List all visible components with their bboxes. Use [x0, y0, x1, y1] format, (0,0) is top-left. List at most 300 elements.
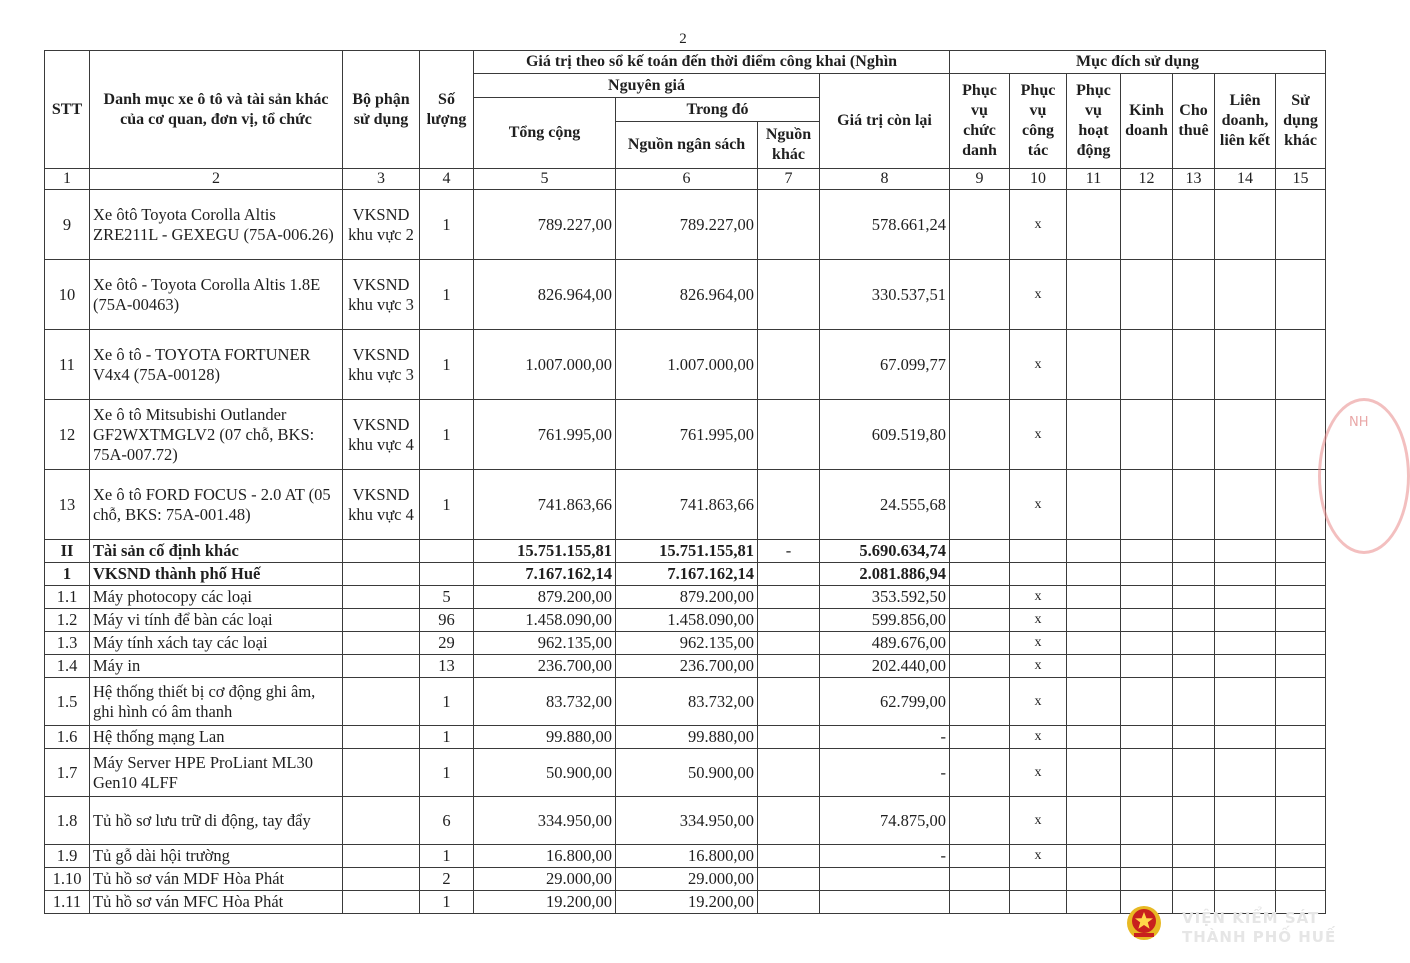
purpose-cell: x	[1010, 726, 1067, 749]
other-source-cell	[758, 749, 820, 797]
purpose-cell	[1067, 400, 1121, 470]
name-cell: Xe ô tô - TOYOTA FORTUNER V4x4 (75A-00128)	[90, 330, 343, 400]
remaining-value-cell: -	[820, 845, 950, 868]
purpose-cell	[1215, 260, 1276, 330]
remaining-value-cell: 609.519,80	[820, 400, 950, 470]
table-row	[45, 586, 1326, 609]
quantity-cell: 1	[420, 330, 474, 400]
name-cell: Hệ thống mạng Lan	[90, 726, 343, 749]
table-row	[45, 845, 1326, 868]
purpose-cell	[1173, 845, 1215, 868]
quantity-cell: 1	[420, 749, 474, 797]
name-cell: Xe ôtô - Toyota Corolla Altis 1.8E (75A-00463)	[90, 260, 343, 330]
watermark-line-1: VIỆN KIỂM SÁT	[1182, 909, 1320, 927]
name-cell: Hệ thống thiết bị cơ động ghi âm, ghi hình có âm thanh	[90, 678, 343, 726]
name-cell: Tủ hồ sơ ván MFC Hòa Phát	[90, 891, 343, 914]
department-cell	[343, 678, 420, 726]
purpose-cell	[1276, 586, 1326, 609]
purpose-cell	[1067, 260, 1121, 330]
name-cell: Máy Server HPE ProLiant ML30 Gen10 4LFF	[90, 749, 343, 797]
purpose-cell: x	[1010, 678, 1067, 726]
purpose-cell	[1215, 540, 1276, 563]
quantity-cell: 5	[420, 586, 474, 609]
department-cell	[343, 586, 420, 609]
purpose-cell	[1121, 655, 1173, 678]
total-cell: 15.751.155,81	[474, 540, 616, 563]
other-source-cell	[758, 797, 820, 845]
other-source-cell	[758, 260, 820, 330]
stt-cell: 1.5	[45, 678, 90, 726]
budget-source-cell: 50.900,00	[616, 749, 758, 797]
stt-cell: 1.7	[45, 749, 90, 797]
header-stt: STT	[45, 51, 90, 169]
quantity-cell: 1	[420, 726, 474, 749]
red-stamp	[1318, 398, 1410, 554]
other-source-cell	[758, 845, 820, 868]
quantity-cell: 1	[420, 678, 474, 726]
table-row	[45, 609, 1326, 632]
header-purpose: Mục đích sử dụng	[950, 51, 1326, 74]
purpose-cell	[950, 845, 1010, 868]
budget-source-cell: 99.880,00	[616, 726, 758, 749]
table-row	[45, 655, 1326, 678]
purpose-cell	[950, 655, 1010, 678]
purpose-cell: x	[1010, 190, 1067, 260]
stt-cell: II	[45, 540, 90, 563]
stt-cell: 9	[45, 190, 90, 260]
name-cell: Tủ gỗ dài hội trường	[90, 845, 343, 868]
quantity-cell: 1	[420, 260, 474, 330]
stt-cell: 13	[45, 470, 90, 540]
purpose-cell	[1215, 726, 1276, 749]
purpose-cell	[1173, 632, 1215, 655]
other-source-cell	[758, 726, 820, 749]
purpose-cell	[1067, 470, 1121, 540]
header-total: Tổng cộng	[474, 98, 616, 169]
remaining-value-cell	[820, 891, 950, 914]
purpose-cell	[950, 260, 1010, 330]
purpose-cell	[1215, 678, 1276, 726]
department-cell	[343, 891, 420, 914]
column-number: 15	[1276, 169, 1326, 190]
remaining-value-cell: 578.661,24	[820, 190, 950, 260]
department-cell	[343, 749, 420, 797]
purpose-cell	[1215, 655, 1276, 678]
department-cell	[343, 563, 420, 586]
purpose-cell	[1067, 749, 1121, 797]
department-cell: VKSND khu vực 3	[343, 260, 420, 330]
purpose-cell	[1276, 678, 1326, 726]
name-cell: Tài sản cố định khác	[90, 540, 343, 563]
purpose-cell	[950, 868, 1010, 891]
remaining-value-cell: 599.856,00	[820, 609, 950, 632]
other-source-cell: -	[758, 540, 820, 563]
department-cell	[343, 609, 420, 632]
department-cell: VKSND khu vực 3	[343, 330, 420, 400]
table-row	[45, 797, 1326, 845]
purpose-cell	[1121, 400, 1173, 470]
purpose-cell	[950, 726, 1010, 749]
asset-table	[44, 50, 1326, 914]
quantity-cell: 1	[420, 891, 474, 914]
name-cell: Máy photocopy các loại	[90, 586, 343, 609]
total-cell: 741.863,66	[474, 470, 616, 540]
header-department: Bộ phận sử dụng	[343, 51, 420, 169]
quantity-cell: 1	[420, 845, 474, 868]
budget-source-cell: 236.700,00	[616, 655, 758, 678]
department-cell	[343, 868, 420, 891]
department-cell: VKSND khu vực 4	[343, 470, 420, 540]
purpose-cell	[1173, 726, 1215, 749]
purpose-cell	[1121, 540, 1173, 563]
purpose-cell	[1173, 400, 1215, 470]
other-source-cell	[758, 868, 820, 891]
purpose-cell	[1215, 330, 1276, 400]
purpose-cell	[1121, 260, 1173, 330]
table-row	[45, 726, 1326, 749]
stt-cell: 1.2	[45, 609, 90, 632]
purpose-cell	[1067, 330, 1121, 400]
purpose-cell: x	[1010, 845, 1067, 868]
column-number: 2	[90, 169, 343, 190]
department-cell	[343, 845, 420, 868]
remaining-value-cell: 62.799,00	[820, 678, 950, 726]
column-number: 7	[758, 169, 820, 190]
column-number-row	[45, 169, 1326, 190]
quantity-cell	[420, 563, 474, 586]
purpose-cell	[1173, 540, 1215, 563]
header-purpose-7: Sử dụng khác	[1276, 74, 1326, 169]
name-cell: Xe ôtô Toyota Corolla Altis ZRE211L - GEXEGU (75A-006.26)	[90, 190, 343, 260]
purpose-cell	[1067, 632, 1121, 655]
purpose-cell	[1121, 563, 1173, 586]
budget-source-cell: 29.000,00	[616, 868, 758, 891]
purpose-cell	[1067, 190, 1121, 260]
purpose-cell	[1121, 609, 1173, 632]
purpose-cell	[1067, 891, 1121, 914]
total-cell: 789.227,00	[474, 190, 616, 260]
header-of-which: Trong đó	[616, 98, 820, 122]
purpose-cell	[1276, 797, 1326, 845]
total-cell: 16.800,00	[474, 845, 616, 868]
purpose-cell	[1067, 797, 1121, 845]
department-cell	[343, 797, 420, 845]
remaining-value-cell: 67.099,77	[820, 330, 950, 400]
budget-source-cell: 334.950,00	[616, 797, 758, 845]
purpose-cell	[1215, 868, 1276, 891]
purpose-cell	[950, 749, 1010, 797]
purpose-cell	[950, 400, 1010, 470]
purpose-cell	[950, 609, 1010, 632]
header-other-source: Nguồn khác	[758, 122, 820, 169]
purpose-cell	[1010, 540, 1067, 563]
total-cell: 1.458.090,00	[474, 609, 616, 632]
name-cell: Xe ô tô Mitsubishi Outlander GF2WXTMGLV2 (07 chỗ, BKS: 75A-007.72)	[90, 400, 343, 470]
total-cell: 99.880,00	[474, 726, 616, 749]
other-source-cell	[758, 400, 820, 470]
name-cell: Máy in	[90, 655, 343, 678]
budget-source-cell: 826.964,00	[616, 260, 758, 330]
purpose-cell	[1215, 400, 1276, 470]
department-cell	[343, 726, 420, 749]
table-row	[45, 190, 1326, 260]
purpose-cell	[1173, 797, 1215, 845]
purpose-cell	[1121, 330, 1173, 400]
header-purpose-6: Liên doanh, liên kết	[1215, 74, 1276, 169]
budget-source-cell: 83.732,00	[616, 678, 758, 726]
purpose-cell	[1215, 845, 1276, 868]
column-number: 11	[1067, 169, 1121, 190]
other-source-cell	[758, 586, 820, 609]
purpose-cell	[1276, 868, 1326, 891]
purpose-cell: x	[1010, 586, 1067, 609]
purpose-cell	[1215, 190, 1276, 260]
purpose-cell	[1010, 868, 1067, 891]
quantity-cell: 1	[420, 190, 474, 260]
remaining-value-cell: -	[820, 749, 950, 797]
remaining-value-cell: 202.440,00	[820, 655, 950, 678]
purpose-cell	[1276, 540, 1326, 563]
purpose-cell	[1121, 749, 1173, 797]
stt-cell: 1.11	[45, 891, 90, 914]
purpose-cell	[1276, 330, 1326, 400]
other-source-cell	[758, 609, 820, 632]
stt-cell: 1	[45, 563, 90, 586]
header-book-value: Giá trị theo sổ kế toán đến thời điểm công khai (Nghìn	[474, 51, 950, 74]
remaining-value-cell: 24.555,68	[820, 470, 950, 540]
purpose-cell	[1121, 678, 1173, 726]
purpose-cell	[950, 891, 1010, 914]
column-number: 9	[950, 169, 1010, 190]
stt-cell: 10	[45, 260, 90, 330]
purpose-cell	[1215, 563, 1276, 586]
purpose-cell	[1276, 563, 1326, 586]
column-number: 4	[420, 169, 474, 190]
header-purpose-5: Cho thuê	[1173, 74, 1215, 169]
remaining-value-cell: 74.875,00	[820, 797, 950, 845]
purpose-cell	[1215, 749, 1276, 797]
quantity-cell: 1	[420, 470, 474, 540]
purpose-cell	[1121, 868, 1173, 891]
table-row	[45, 260, 1326, 330]
national-emblem-icon	[1126, 905, 1162, 941]
total-cell: 7.167.162,14	[474, 563, 616, 586]
purpose-cell: x	[1010, 400, 1067, 470]
other-source-cell	[758, 891, 820, 914]
stt-cell: 1.10	[45, 868, 90, 891]
name-cell: Tủ hồ sơ lưu trữ di động, tay đẩy	[90, 797, 343, 845]
purpose-cell	[1067, 726, 1121, 749]
purpose-cell	[1121, 190, 1173, 260]
stamp-text: NH	[1349, 415, 1369, 430]
purpose-cell	[1067, 868, 1121, 891]
purpose-cell: x	[1010, 470, 1067, 540]
quantity-cell: 13	[420, 655, 474, 678]
header-category: Danh mục xe ô tô và tài sản khác của cơ quan, đơn vị, tổ chức	[90, 51, 343, 169]
purpose-cell	[1173, 868, 1215, 891]
purpose-cell	[1173, 749, 1215, 797]
header-purpose-4: Kinh doanh	[1121, 74, 1173, 169]
budget-source-cell: 19.200,00	[616, 891, 758, 914]
total-cell: 236.700,00	[474, 655, 616, 678]
purpose-cell	[1276, 749, 1326, 797]
stt-cell: 1.8	[45, 797, 90, 845]
quantity-cell	[420, 540, 474, 563]
budget-source-cell: 16.800,00	[616, 845, 758, 868]
purpose-cell: x	[1010, 632, 1067, 655]
other-source-cell	[758, 632, 820, 655]
purpose-cell: x	[1010, 655, 1067, 678]
department-cell	[343, 655, 420, 678]
purpose-cell	[1173, 470, 1215, 540]
purpose-cell	[1010, 891, 1067, 914]
purpose-cell	[1276, 655, 1326, 678]
remaining-value-cell: 353.592,50	[820, 586, 950, 609]
purpose-cell	[1067, 563, 1121, 586]
column-number: 1	[45, 169, 90, 190]
purpose-cell	[1067, 655, 1121, 678]
header-original-price: Nguyên giá	[474, 74, 820, 98]
purpose-cell: x	[1010, 609, 1067, 632]
budget-source-cell: 1.458.090,00	[616, 609, 758, 632]
total-cell: 879.200,00	[474, 586, 616, 609]
purpose-cell	[1067, 609, 1121, 632]
purpose-cell	[950, 563, 1010, 586]
budget-source-cell: 15.751.155,81	[616, 540, 758, 563]
stt-cell: 1.3	[45, 632, 90, 655]
header-remaining-value: Giá trị còn lại	[820, 74, 950, 169]
header-budget-source: Nguồn ngân sách	[616, 122, 758, 169]
purpose-cell	[950, 632, 1010, 655]
other-source-cell	[758, 563, 820, 586]
column-number: 6	[616, 169, 758, 190]
other-source-cell	[758, 655, 820, 678]
budget-source-cell: 7.167.162,14	[616, 563, 758, 586]
stt-cell: 11	[45, 330, 90, 400]
budget-source-cell: 962.135,00	[616, 632, 758, 655]
column-number: 14	[1215, 169, 1276, 190]
purpose-cell	[1173, 655, 1215, 678]
quantity-cell: 2	[420, 868, 474, 891]
total-cell: 1.007.000,00	[474, 330, 616, 400]
column-number: 8	[820, 169, 950, 190]
purpose-cell	[1215, 470, 1276, 540]
name-cell: Tủ hồ sơ ván MDF Hòa Phát	[90, 868, 343, 891]
header-purpose-2: Phục vụ công tác	[1010, 74, 1067, 169]
budget-source-cell: 879.200,00	[616, 586, 758, 609]
column-number: 10	[1010, 169, 1067, 190]
table-row	[45, 632, 1326, 655]
purpose-cell	[1276, 190, 1326, 260]
page-number: 2	[679, 31, 687, 47]
purpose-cell	[1173, 260, 1215, 330]
total-cell: 962.135,00	[474, 632, 616, 655]
purpose-cell	[1067, 586, 1121, 609]
purpose-cell: x	[1010, 260, 1067, 330]
purpose-cell	[1215, 797, 1276, 845]
name-cell: Máy vi tính để bàn các loại	[90, 609, 343, 632]
quantity-cell: 29	[420, 632, 474, 655]
name-cell: VKSND thành phố Huế	[90, 563, 343, 586]
total-cell: 761.995,00	[474, 400, 616, 470]
total-cell: 83.732,00	[474, 678, 616, 726]
stt-cell: 12	[45, 400, 90, 470]
purpose-cell	[1121, 797, 1173, 845]
watermark-line-2: THÀNH PHỐ HUẾ	[1182, 928, 1337, 946]
purpose-cell	[1173, 609, 1215, 632]
purpose-cell	[1121, 470, 1173, 540]
name-cell: Máy tính xách tay các loại	[90, 632, 343, 655]
stt-cell: 1.1	[45, 586, 90, 609]
other-source-cell	[758, 190, 820, 260]
purpose-cell	[1276, 260, 1326, 330]
purpose-cell	[1173, 563, 1215, 586]
header-purpose-3: Phục vụ hoạt động	[1067, 74, 1121, 169]
purpose-cell	[1010, 563, 1067, 586]
table-row	[45, 540, 1326, 563]
watermark	[1182, 909, 1336, 947]
table-row	[45, 563, 1326, 586]
purpose-cell	[1121, 586, 1173, 609]
other-source-cell	[758, 330, 820, 400]
table-row	[45, 330, 1326, 400]
purpose-cell	[1121, 845, 1173, 868]
budget-source-cell: 1.007.000,00	[616, 330, 758, 400]
purpose-cell	[1121, 632, 1173, 655]
purpose-cell	[1173, 330, 1215, 400]
purpose-cell: x	[1010, 749, 1067, 797]
budget-source-cell: 789.227,00	[616, 190, 758, 260]
purpose-cell	[1173, 586, 1215, 609]
total-cell: 29.000,00	[474, 868, 616, 891]
total-cell: 19.200,00	[474, 891, 616, 914]
total-cell: 826.964,00	[474, 260, 616, 330]
header-quantity: Số lượng	[420, 51, 474, 169]
purpose-cell	[1173, 190, 1215, 260]
purpose-cell	[1067, 678, 1121, 726]
column-number: 13	[1173, 169, 1215, 190]
purpose-cell: x	[1010, 797, 1067, 845]
other-source-cell	[758, 470, 820, 540]
purpose-cell	[1276, 726, 1326, 749]
table-row	[45, 400, 1326, 470]
table-row	[45, 868, 1326, 891]
table-row	[45, 749, 1326, 797]
purpose-cell	[1276, 845, 1326, 868]
purpose-cell	[1067, 845, 1121, 868]
purpose-cell	[950, 678, 1010, 726]
purpose-cell	[1121, 726, 1173, 749]
budget-source-cell: 761.995,00	[616, 400, 758, 470]
column-number: 12	[1121, 169, 1173, 190]
table-row	[45, 470, 1326, 540]
other-source-cell	[758, 678, 820, 726]
header-purpose-1: Phục vụ chức danh	[950, 74, 1010, 169]
department-cell: VKSND khu vực 4	[343, 400, 420, 470]
purpose-cell: x	[1010, 330, 1067, 400]
department-cell	[343, 632, 420, 655]
name-cell: Xe ô tô FORD FOCUS - 2.0 AT (05 chỗ, BKS: 75A-001.48)	[90, 470, 343, 540]
purpose-cell	[950, 586, 1010, 609]
purpose-cell	[1215, 609, 1276, 632]
remaining-value-cell: 489.676,00	[820, 632, 950, 655]
column-number: 3	[343, 169, 420, 190]
purpose-cell	[1067, 540, 1121, 563]
total-cell: 50.900,00	[474, 749, 616, 797]
stt-cell: 1.9	[45, 845, 90, 868]
remaining-value-cell: 2.081.886,94	[820, 563, 950, 586]
remaining-value-cell: 330.537,51	[820, 260, 950, 330]
